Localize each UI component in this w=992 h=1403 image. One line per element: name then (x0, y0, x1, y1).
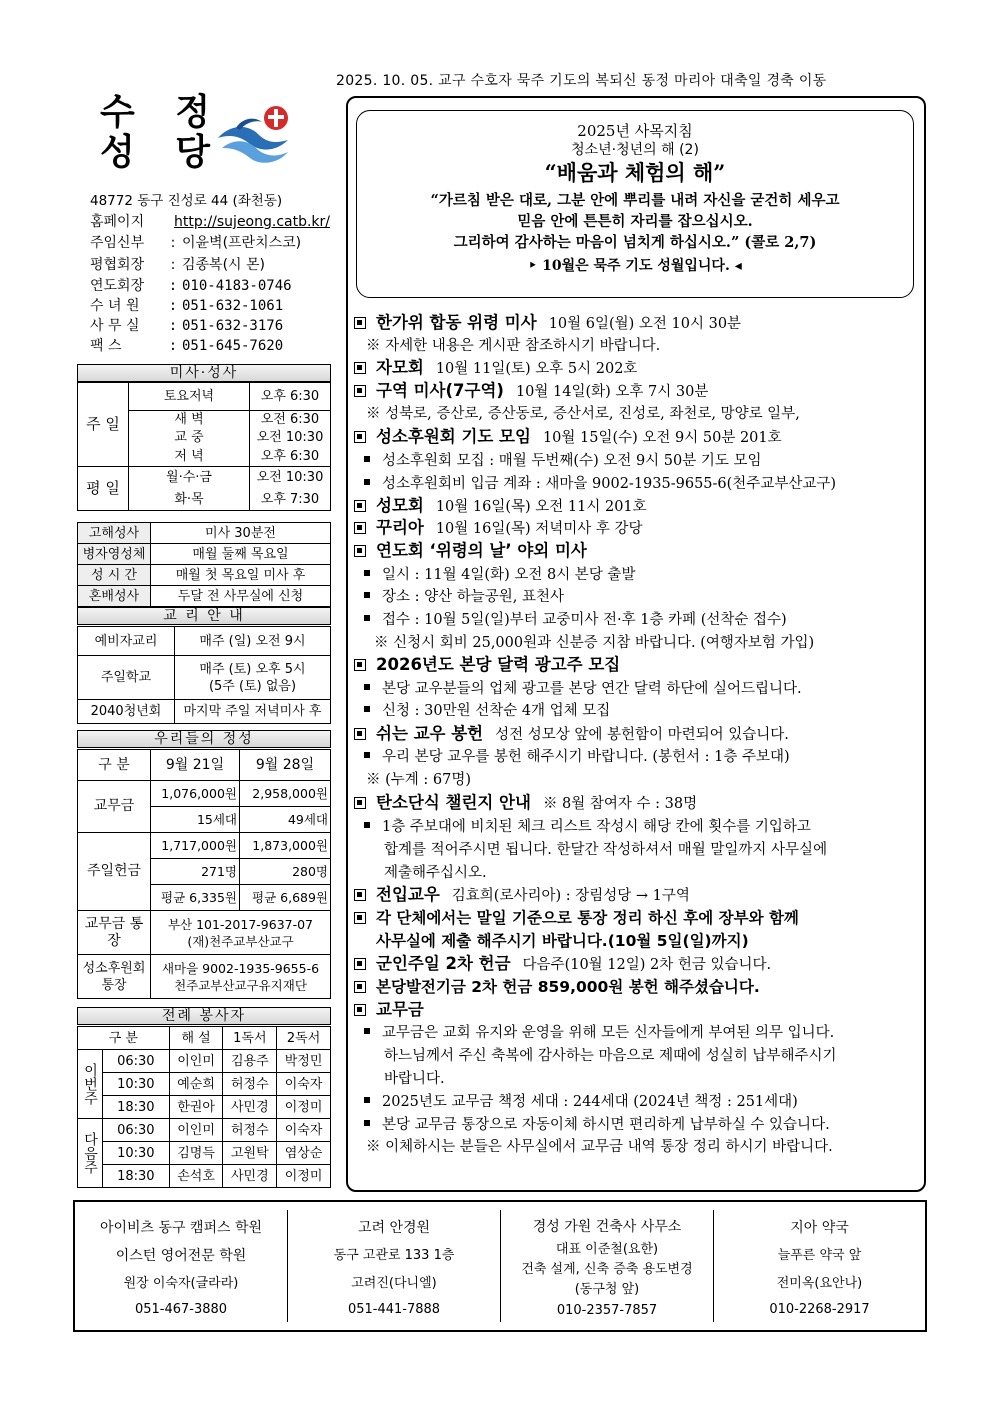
notice-text: 우리 본당 교우를 봉헌 해주시기 바랍니다. (봉헌서 : 1층 주보대) (382, 749, 790, 765)
notice-text: ※ 성북로, 증산로, 증산동로, 증산서로, 진성로, 좌천로, 망양로 일부, (366, 406, 800, 422)
mass-name: 화·목 (129, 489, 250, 511)
notice-heading (354, 954, 771, 975)
info-key: 수 녀 원 (90, 298, 140, 314)
notice-title: 자모회 (376, 358, 424, 377)
sponsor-phone: 010-2357-7857 (556, 1303, 658, 1318)
theme-quote2: 믿음 안에 튼튼히 자리를 잡으십시오. (517, 213, 753, 230)
info-row-convent (90, 296, 283, 316)
info-value: 051-645-7620 (182, 338, 284, 354)
square-bullet-icon (354, 981, 366, 993)
offering-cell: 2,958,000원 (240, 781, 331, 807)
servers-col: 구 분 (78, 1027, 170, 1050)
notice-title: 성소후원회 기도 모임 (376, 427, 531, 446)
info-row-priest (90, 233, 301, 253)
notice-text: ※ 자세한 내용은 게시판 참조하시기 바랍니다. (366, 338, 661, 354)
server-cell: 06:30 (103, 1050, 170, 1073)
info-key: 홈페이지 (90, 214, 145, 230)
sponsor-phone: 051-441-7888 (347, 1302, 441, 1317)
notice-text: 본당 교우분들의 업체 광고를 본당 연간 달력 하단에 실어드립니다. (382, 681, 802, 697)
account1-owner: (재)천주교부산교구 (187, 933, 294, 949)
notice-heading (354, 427, 782, 448)
sponsor-service: 건축 설계, 신축 증축 용도변경 (521, 1262, 693, 1277)
catechism-header: 교 리 안 내 (77, 607, 331, 625)
sacrament-name: 성 시 간 (78, 565, 151, 586)
notice-title: 2026년도 본당 달력 광고주 모집 (376, 655, 621, 674)
bullet-icon (364, 570, 370, 576)
server-cell: 손석호 (169, 1165, 223, 1188)
servers-col: 2독서 (277, 1027, 331, 1050)
notice-text: 바랍니다. (384, 1071, 445, 1087)
notice-title: 각 단체에서는 말일 기준으로 통장 정리 하신 후에 장부와 함께 (376, 909, 799, 927)
mass-time: 오전 10:30 (250, 429, 331, 447)
offering-cell: 1,076,000원 (151, 781, 240, 807)
catechism-name: 주일학교 (78, 656, 175, 700)
notice-note (366, 1137, 833, 1157)
square-bullet-icon (354, 431, 366, 443)
sponsor-name: 경성 가원 건축사 사무소 (532, 1219, 682, 1235)
juil-label: 주일헌금 (78, 833, 151, 911)
notice-title: 꾸리아 (376, 518, 424, 537)
parish-address: 48772 동구 진성로 44 (좌천동) (90, 193, 283, 209)
mass-time: 오후 6:30 (250, 447, 331, 467)
notice-text: 장소 : 양산 하늘공원, 표천사 (382, 589, 565, 605)
server-cell: 김용주 (223, 1050, 277, 1073)
info-colon: : (168, 318, 178, 334)
catechism-table (77, 626, 331, 724)
info-key: 연도회장 (90, 278, 145, 294)
square-bullet-icon (354, 659, 366, 671)
sponsor-phone: 051-467-3880 (134, 1302, 228, 1317)
notice-title: 탄소단식 챌린지 안내 (376, 793, 531, 812)
sacrament-name: 혼배성사 (78, 586, 151, 607)
notice-title: 연도회 ‘위령의 날’ 야외 미사 (376, 541, 587, 560)
sponsor-address: 늘푸른 약국 앞 (777, 1248, 862, 1263)
offering-col2: 9월 28일 (240, 750, 331, 781)
notice-title: 본당발전기금 2차 헌금 859,000원 봉헌 해주셨습니다. (376, 978, 760, 996)
servers-col: 1독서 (223, 1027, 277, 1050)
notice-text: 일시 : 11월 4일(화) 오전 8시 본당 출발 (382, 567, 636, 583)
next-week-label: 다음주 (78, 1119, 103, 1188)
server-cell: 이숙자 (277, 1119, 331, 1142)
notice-text: ※ 이체하시는 분들은 사무실에서 교무금 내역 통장 정리 하시기 바랍니다. (366, 1139, 833, 1155)
offering-col-label: 구 분 (78, 750, 151, 781)
square-bullet-icon (354, 958, 366, 970)
catechism-value: 매주 (일) 오전 9시 (175, 627, 331, 656)
sponsor-1 (75, 1202, 287, 1330)
server-cell: 18:30 (103, 1096, 170, 1119)
bullet-icon (364, 592, 370, 598)
mass-name: 저 녁 (129, 447, 250, 467)
server-cell: 10:30 (103, 1142, 170, 1165)
sponsor-footer (73, 1200, 927, 1332)
info-value: 010-4183-0746 (182, 278, 292, 294)
pastoral-theme-box (356, 110, 914, 298)
notice-heading (354, 496, 647, 517)
notice-text: 성소후원회비 입금 계좌 : 새마을 9002-1935-9655-6(천주교부산교구) (382, 476, 837, 492)
theme-quote1: “가르침 받은 대로, 그분 안에 뿌리를 내려 자신을 굳건히 세우고 (430, 192, 840, 209)
notice-heading (354, 977, 760, 998)
sponsor-address: (동구청 앞) (574, 1282, 640, 1297)
sponsor-name: 고려 안경원 (357, 1220, 431, 1236)
notice-title: 교무금 (376, 1000, 424, 1019)
offering-cell: 1,873,000원 (240, 833, 331, 859)
notice-heading (354, 358, 637, 379)
offering-cell: 271명 (151, 859, 240, 885)
theme-quote3: 그리하여 감사하는 마음이 넘치게 하십시오.” (콜로 2,7) (453, 234, 817, 251)
offering-cell: 280명 (240, 859, 331, 885)
notice-note (374, 633, 814, 653)
notice-title: 전입교우 (376, 885, 440, 904)
notice-detail: 10월 14일(화) 오후 7시 30분 (515, 384, 709, 400)
notice-heading (354, 518, 643, 539)
notice-detail: 10월 6일(월) 오전 10시 30분 (548, 316, 742, 332)
info-colon: : (170, 235, 176, 251)
info-value: 051-632-3176 (182, 318, 284, 334)
server-cell: 이정미 (277, 1096, 331, 1119)
server-cell: 박정민 (277, 1050, 331, 1073)
notice-note (366, 336, 660, 356)
notice-text: 2025년도 교무금 책정 세대 : 244세대 (2024년 책정 : 251세대) (382, 1094, 798, 1110)
notice-text: 본당 교무금 통장으로 자동이체 하시면 편리하게 납부하실 수 있습니다. (382, 1117, 830, 1133)
servers-header: 전례 봉사자 (77, 1007, 331, 1025)
account1-number: 부산 101-2017-9637-07 (167, 916, 314, 932)
sacrament-value: 두달 전 사무실에 신청 (151, 586, 331, 607)
square-bullet-icon (354, 545, 366, 557)
notice-detail: 다음주(10월 12일) 2차 헌금 있습니다. (522, 957, 772, 973)
catechism-value: 마지막 주일 저녁미사 후 (175, 700, 331, 724)
mass-name: 새 벽 (129, 411, 250, 429)
square-bullet-icon (354, 362, 366, 374)
sponsor-owner: 고려진(다니엘) (351, 1276, 437, 1291)
notice-heading (354, 541, 599, 562)
offering-header: 우리들의 정성 (77, 730, 331, 748)
theme-line3: “배움과 체험의 해” (544, 160, 726, 185)
notice-heading (354, 313, 741, 334)
notice-bullet (354, 1092, 798, 1112)
sponsor-name: 아이비츠 동구 캠퍼스 학원 (99, 1220, 263, 1236)
bullet-icon (364, 479, 370, 485)
square-bullet-icon (354, 317, 366, 329)
notice-title: 구역 미사(7구역) (376, 381, 504, 400)
server-cell: 이인미 (169, 1050, 223, 1073)
server-cell: 한권아 (169, 1096, 223, 1119)
info-colon: : (168, 338, 178, 354)
catechism-name: 2040청년회 (78, 700, 175, 724)
server-cell: 고원탁 (223, 1142, 277, 1165)
server-cell: 예순희 (169, 1073, 223, 1096)
sponsor-owner: 대표 이준철(요한) (555, 1242, 659, 1257)
account2-owner: 천주교부산교구유지재단 (174, 977, 307, 993)
sponsor-address: 동구 고관로 133 1층 (333, 1248, 455, 1263)
bullet-icon (364, 706, 370, 712)
offering-cell: 평균 6,335원 (151, 885, 240, 911)
notice-continued (384, 863, 487, 883)
notice-heading (354, 655, 632, 676)
mass-name: 토요저녁 (129, 383, 250, 411)
notice-text: 합계를 적어주시면 됩니다. 한달간 작성하셔서 매월 말일까지 사무실에 (384, 842, 828, 858)
offering-cell: 1,717,000원 (151, 833, 240, 859)
notice-text: 제출해주십시오. (384, 865, 487, 881)
notice-title: 사무실에 제출 해주시기 바랍니다.(10월 5일(일)까지) (376, 932, 749, 950)
sponsor-phone: 010-2268-2917 (769, 1302, 870, 1317)
square-bullet-icon (354, 912, 366, 924)
issue-date-line: 2025. 10. 05. 교구 수호자 묵주 기도의 복되신 동정 마리아 대축일 경축 이동 (336, 73, 827, 89)
square-bullet-icon (354, 889, 366, 901)
bullet-icon (364, 684, 370, 690)
bullet-icon (364, 1028, 370, 1034)
homepage-link[interactable]: http://sujeong.catb.kr/ (174, 214, 331, 230)
account2-label: 성소후원회 통장 (78, 955, 151, 999)
notice-text: 신청 : 30만원 선착순 4개 업체 모집 (382, 703, 611, 719)
account1-label: 교무금 통장 (78, 911, 151, 955)
catechism-name: 예비자교리 (78, 627, 175, 656)
info-colon: : (168, 278, 178, 294)
square-bullet-icon (354, 385, 366, 397)
info-row-fax (90, 336, 283, 356)
servers-table (77, 1026, 331, 1188)
notice-heading (354, 724, 789, 745)
notice-text: 접수 : 10월 5일(일)부터 교중미사 전·후 1층 카페 (선착순 접수) (382, 612, 787, 628)
square-bullet-icon (354, 797, 366, 809)
notice-text: ※ 신청시 회비 25,000원과 신분증 지참 바랍니다. (여행자보험 가입) (374, 635, 815, 651)
sponsor-2 (288, 1202, 500, 1330)
notice-detail: 10월 11일(토) 오후 5시 202호 (435, 361, 638, 377)
theme-line1: 2025년 사목지침 (577, 122, 693, 140)
notice-bullet (354, 474, 836, 494)
server-cell: 염상순 (277, 1142, 331, 1165)
notice-text: 하느님께서 주신 축복에 감사하는 마음으로 제때에 성실히 납부해주시기 (384, 1048, 837, 1064)
offering-cell: 15세대 (151, 807, 240, 833)
theme-line2: 청소년·청년의 해 (2) (571, 142, 699, 158)
notice-title: 쉬는 교우 봉헌 (376, 724, 484, 743)
notice-text: 1층 주보대에 비치된 체크 리스트 작성시 해당 칸에 횟수를 기입하고 (382, 819, 811, 835)
notice-bullet (354, 1023, 834, 1043)
gyomu-label: 교무금 (78, 781, 151, 833)
notice-text: ※ (누계 : 67명) (366, 772, 471, 788)
square-bullet-icon (354, 1004, 366, 1016)
info-key: 팩 스 (90, 338, 122, 354)
mass-name: 월·수·금 (129, 467, 250, 489)
notice-title: 성모회 (376, 496, 424, 515)
mass-table (77, 382, 331, 511)
server-cell: 이정미 (277, 1165, 331, 1188)
bullet-icon (364, 456, 370, 462)
weekday-label: 평 일 (78, 467, 129, 511)
info-key: 사 무 실 (90, 318, 140, 334)
server-cell: 김명득 (169, 1142, 223, 1165)
notice-heading-continued (376, 931, 749, 952)
server-cell: 18:30 (103, 1165, 170, 1188)
info-colon: : (170, 257, 176, 273)
bullet-icon (364, 752, 370, 758)
server-cell: 사민경 (223, 1096, 277, 1119)
notice-text: 성소후원회 모집 : 매월 두번째(수) 오전 9시 50분 기도 모임 (382, 453, 762, 469)
offering-col1: 9월 21일 (151, 750, 240, 781)
server-cell: 10:30 (103, 1073, 170, 1096)
info-value: 이윤벽(프란치스코) (182, 235, 302, 251)
info-value: 김종복(시 몬) (182, 257, 265, 273)
notice-detail: 10월 16일(목) 오전 11시 201호 (435, 499, 647, 515)
square-bullet-icon (354, 522, 366, 534)
server-cell: 허정수 (223, 1073, 277, 1096)
mass-time: 오후 6:30 (250, 383, 331, 411)
notice-continued (384, 840, 827, 860)
parish-logo-icon (216, 104, 290, 168)
sacrament-value: 매월 둘째 목요일 (151, 544, 331, 565)
notice-continued (384, 1046, 836, 1066)
notice-bullet (354, 701, 610, 721)
mass-name: 교 중 (129, 429, 250, 447)
parish-title-line1: 수 정 (100, 91, 225, 133)
sponsor-owner: 전미옥(요안나) (776, 1276, 863, 1291)
notice-bullet (354, 565, 635, 585)
info-colon: : (168, 298, 178, 314)
sunday-label: 주 일 (78, 383, 129, 467)
notice-bullet (354, 1115, 830, 1135)
sponsor-owner: 원장 이숙자(글라라) (123, 1276, 239, 1291)
server-cell: 06:30 (103, 1119, 170, 1142)
sacrament-name: 고해성사 (78, 523, 151, 544)
notice-heading (354, 908, 799, 929)
notice-note (366, 770, 471, 790)
info-row-council (90, 255, 265, 275)
sponsor-3 (501, 1202, 713, 1330)
info-key: 주임신부 (90, 235, 145, 251)
notice-title: 군인주일 2차 헌금 (376, 954, 511, 973)
notice-bullet (354, 610, 787, 630)
sponsor-name: 이스턴 영어전문 학원 (115, 1248, 247, 1264)
mass-time: 오전 10:30 (250, 467, 331, 489)
info-row-office (90, 316, 283, 336)
bullet-icon (364, 615, 370, 621)
notice-heading (354, 381, 708, 402)
servers-col: 해 설 (169, 1027, 223, 1050)
notice-detail: 10월 15일(수) 오전 9시 50분 201호 (542, 430, 782, 446)
notice-text: 교무금은 교회 유지와 운영을 위해 모든 신자들에게 부여된 의무 입니다. (382, 1025, 835, 1041)
notice-detail: ※ 8월 참여자 수 : 38명 (542, 796, 698, 812)
info-key: 평협회장 (90, 257, 145, 273)
server-cell: 허정수 (223, 1119, 277, 1142)
bullet-icon (364, 822, 370, 828)
sacrament-name: 병자영성체 (78, 544, 151, 565)
server-cell: 이숙자 (277, 1073, 331, 1096)
info-row-yeondo (90, 276, 292, 296)
square-bullet-icon (354, 500, 366, 512)
notice-continued (384, 1069, 445, 1089)
notice-detail: 10월 16일(목) 저녁미사 후 강당 (435, 521, 643, 537)
notice-heading (354, 885, 690, 906)
server-cell: 사민경 (223, 1165, 277, 1188)
rosary-month-note: ‣ 10월은 묵주 기도 성월입니다. ◂ (528, 258, 742, 274)
offering-cell: 49세대 (240, 807, 331, 833)
mass-time: 오전 6:30 (250, 411, 331, 429)
notice-heading (354, 793, 697, 814)
account2-number: 새마을 9002-1935-9655-6 (161, 960, 320, 976)
notice-detail: 김효희(로사리아) : 장림성당 → 1구역 (451, 888, 690, 904)
notice-bullet (354, 817, 811, 837)
notice-heading (354, 1000, 436, 1021)
homepage-row (90, 212, 330, 232)
offering-table (77, 749, 331, 999)
notice-bullet (354, 679, 802, 699)
sponsor-name: 지아 약국 (790, 1220, 849, 1236)
notice-detail: 성전 성모상 앞에 봉헌함이 마련되어 있습니다. (495, 727, 789, 743)
parish-title-line2: 성 당 (100, 131, 225, 173)
this-week-label: 이번주 (78, 1050, 103, 1119)
sacrament-table (77, 522, 331, 607)
catechism-value: (5주 (토) 없음) (208, 678, 297, 694)
sponsor-4 (714, 1202, 925, 1330)
mass-time: 오후 7:30 (250, 489, 331, 511)
notice-bullet (354, 747, 790, 767)
catechism-value: 매주 (토) 오후 5시 (199, 661, 306, 677)
mass-header: 미사·성사 (77, 364, 331, 382)
notice-title: 한가위 합동 위령 미사 (376, 313, 537, 332)
bullet-icon (364, 1120, 370, 1126)
info-value: 051-632-1061 (182, 298, 284, 314)
square-bullet-icon (354, 728, 366, 740)
bullet-icon (364, 1097, 370, 1103)
server-cell: 이인미 (169, 1119, 223, 1142)
notice-note (366, 404, 800, 424)
sacrament-value: 미사 30분전 (151, 523, 331, 544)
offering-cell: 평균 6,689원 (240, 885, 331, 911)
notice-bullet (354, 587, 564, 607)
notice-bullet (354, 451, 762, 471)
sacrament-value: 매월 첫 목요일 미사 후 (151, 565, 331, 586)
